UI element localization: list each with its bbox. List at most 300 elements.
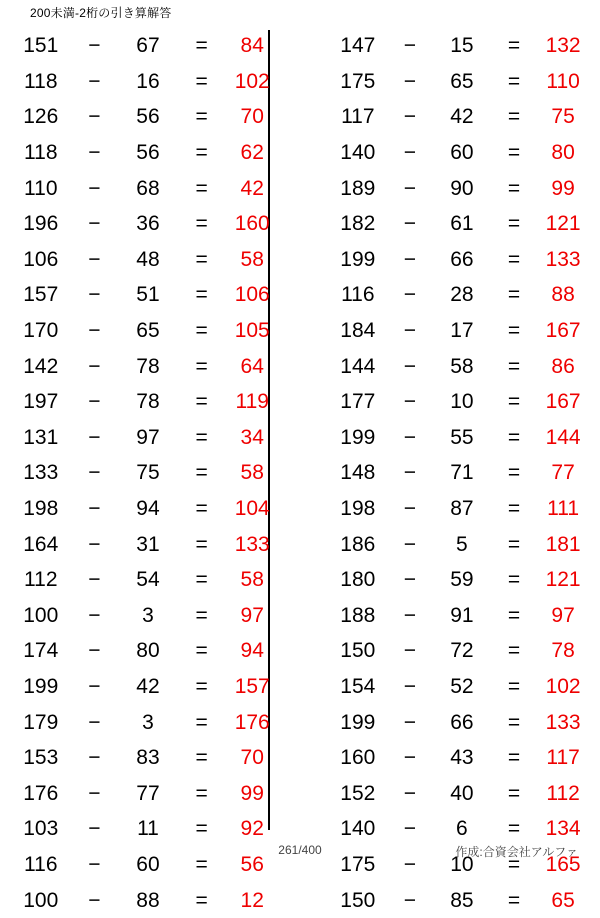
answer-value: 157 xyxy=(234,674,270,698)
equals-sign-icon: = xyxy=(507,461,521,485)
problem-row xyxy=(326,348,592,384)
answer-value: 34 xyxy=(240,425,264,449)
equals-sign-icon: = xyxy=(195,390,208,414)
operand-minuend: 100 xyxy=(23,888,59,912)
operand-subtrahend: 36 xyxy=(136,212,160,236)
problem-row xyxy=(326,704,592,740)
minus-sign-icon: − xyxy=(403,817,416,841)
equals-sign-icon: = xyxy=(507,176,521,200)
operand-subtrahend: 3 xyxy=(142,710,154,734)
equals-sign-icon: = xyxy=(195,69,208,93)
operand-minuend: 196 xyxy=(23,212,59,236)
answer-value: 56 xyxy=(240,852,264,876)
operand-subtrahend: 54 xyxy=(136,568,160,592)
minus-sign-icon: − xyxy=(88,710,101,734)
minus-sign-icon: − xyxy=(88,283,101,307)
minus-sign-icon: − xyxy=(88,817,101,841)
operand-subtrahend: 90 xyxy=(450,176,474,200)
equals-sign-icon: = xyxy=(195,852,208,876)
minus-sign-icon: − xyxy=(88,390,101,414)
equals-sign-icon: = xyxy=(507,390,521,414)
equals-sign-icon: = xyxy=(195,781,208,805)
operand-subtrahend: 48 xyxy=(136,247,160,271)
operand-subtrahend: 43 xyxy=(450,746,474,770)
operand-subtrahend: 31 xyxy=(136,532,160,556)
problem-row xyxy=(326,882,592,918)
equals-sign-icon: = xyxy=(507,746,521,770)
equals-sign-icon: = xyxy=(507,283,521,307)
minus-sign-icon: − xyxy=(88,461,101,485)
answer-value: 70 xyxy=(240,746,264,770)
minus-sign-icon: − xyxy=(88,497,101,521)
minus-sign-icon: − xyxy=(403,532,416,556)
problem-row xyxy=(8,811,282,847)
problem-row xyxy=(326,491,592,527)
operand-subtrahend: 66 xyxy=(450,247,474,271)
operand-minuend: 198 xyxy=(340,497,376,521)
problem-row xyxy=(326,598,592,634)
minus-sign-icon: − xyxy=(403,283,416,307)
equals-sign-icon: = xyxy=(195,497,208,521)
equals-sign-icon: = xyxy=(507,817,521,841)
answer-value: 58 xyxy=(240,461,264,485)
equals-sign-icon: = xyxy=(195,105,208,129)
operand-subtrahend: 88 xyxy=(136,888,160,912)
equals-sign-icon: = xyxy=(507,354,521,378)
operand-subtrahend: 72 xyxy=(450,639,474,663)
equals-sign-icon: = xyxy=(195,176,208,200)
answer-value: 176 xyxy=(234,710,270,734)
problem-row xyxy=(8,277,282,313)
operand-minuend: 197 xyxy=(23,390,59,414)
operand-subtrahend: 67 xyxy=(136,34,160,58)
problem-row xyxy=(326,633,592,669)
answer-value: 102 xyxy=(545,674,581,698)
operand-subtrahend: 71 xyxy=(450,461,474,485)
problem-row xyxy=(326,811,592,847)
operand-minuend: 131 xyxy=(23,425,59,449)
operand-minuend: 199 xyxy=(340,425,376,449)
equals-sign-icon: = xyxy=(507,852,521,876)
equals-sign-icon: = xyxy=(195,425,208,449)
equals-sign-icon: = xyxy=(507,888,521,912)
minus-sign-icon: − xyxy=(403,34,416,58)
answer-value: 112 xyxy=(546,781,580,805)
equals-sign-icon: = xyxy=(195,568,208,592)
operand-minuend: 174 xyxy=(23,639,59,663)
operand-subtrahend: 55 xyxy=(450,425,474,449)
equals-sign-icon: = xyxy=(195,247,208,271)
minus-sign-icon: − xyxy=(88,888,101,912)
equals-sign-icon: = xyxy=(195,532,208,556)
problem-row xyxy=(8,64,282,100)
problem-row xyxy=(326,277,592,313)
answer-value: 102 xyxy=(234,69,270,93)
equals-sign-icon: = xyxy=(195,354,208,378)
problem-row xyxy=(326,135,592,171)
operand-subtrahend: 42 xyxy=(136,674,160,698)
equals-sign-icon: = xyxy=(195,674,208,698)
answer-value: 92 xyxy=(240,817,264,841)
answer-value: 97 xyxy=(240,603,264,627)
answer-value: 121 xyxy=(545,212,581,236)
operand-minuend: 144 xyxy=(340,354,376,378)
minus-sign-icon: − xyxy=(403,568,416,592)
operand-minuend: 116 xyxy=(341,283,375,307)
operand-subtrahend: 78 xyxy=(136,354,160,378)
minus-sign-icon: − xyxy=(88,639,101,663)
answer-value: 88 xyxy=(551,283,575,307)
operand-minuend: 182 xyxy=(340,212,376,236)
operand-subtrahend: 65 xyxy=(136,319,160,343)
problem-row xyxy=(326,740,592,776)
problem-row xyxy=(8,28,282,64)
minus-sign-icon: − xyxy=(88,34,101,58)
problem-row xyxy=(8,99,282,135)
equals-sign-icon: = xyxy=(507,639,521,663)
problem-row xyxy=(8,206,282,242)
operand-minuend: 150 xyxy=(340,639,376,663)
minus-sign-icon: − xyxy=(403,852,416,876)
problem-row xyxy=(8,170,282,206)
answer-value: 106 xyxy=(234,283,270,307)
minus-sign-icon: − xyxy=(403,425,416,449)
minus-sign-icon: − xyxy=(88,69,101,93)
operand-subtrahend: 87 xyxy=(450,497,474,521)
problem-row xyxy=(8,420,282,456)
operand-minuend: 150 xyxy=(340,888,376,912)
equals-sign-icon: = xyxy=(507,532,521,556)
operand-minuend: 151 xyxy=(23,34,59,58)
answer-value: 70 xyxy=(240,105,264,129)
operand-minuend: 199 xyxy=(340,710,376,734)
operand-minuend: 157 xyxy=(23,283,59,307)
minus-sign-icon: − xyxy=(403,781,416,805)
answer-value: 58 xyxy=(240,247,264,271)
answer-value: 121 xyxy=(545,568,581,592)
operand-minuend: 180 xyxy=(340,568,376,592)
equals-sign-icon: = xyxy=(195,461,208,485)
problem-row xyxy=(8,669,282,705)
operand-subtrahend: 77 xyxy=(136,781,160,805)
operand-minuend: 140 xyxy=(340,817,376,841)
left-column xyxy=(0,28,300,918)
equals-sign-icon: = xyxy=(507,105,521,129)
operand-subtrahend: 6 xyxy=(456,817,468,841)
minus-sign-icon: − xyxy=(403,105,416,129)
minus-sign-icon: − xyxy=(88,852,101,876)
minus-sign-icon: − xyxy=(88,105,101,129)
problem-row xyxy=(8,633,282,669)
operand-minuend: 199 xyxy=(340,247,376,271)
answer-value: 77 xyxy=(551,461,575,485)
equals-sign-icon: = xyxy=(507,674,521,698)
problem-row xyxy=(326,99,592,135)
operand-subtrahend: 42 xyxy=(450,105,474,129)
minus-sign-icon: − xyxy=(403,69,416,93)
operand-minuend: 177 xyxy=(340,390,376,414)
minus-sign-icon: − xyxy=(88,141,101,165)
operand-subtrahend: 94 xyxy=(136,497,160,521)
operand-subtrahend: 65 xyxy=(450,69,474,93)
operand-minuend: 133 xyxy=(23,461,59,485)
answer-value: 111 xyxy=(547,497,580,521)
problem-row xyxy=(8,455,282,491)
problem-row xyxy=(326,420,592,456)
minus-sign-icon: − xyxy=(403,461,416,485)
minus-sign-icon: − xyxy=(403,390,416,414)
operand-minuend: 176 xyxy=(23,781,59,805)
equals-sign-icon: = xyxy=(507,212,521,236)
minus-sign-icon: − xyxy=(88,746,101,770)
operand-minuend: 154 xyxy=(340,674,376,698)
page-number: 261/400 xyxy=(278,843,322,857)
problem-row xyxy=(8,526,282,562)
problem-row xyxy=(326,526,592,562)
operand-minuend: 112 xyxy=(24,568,58,592)
equals-sign-icon: = xyxy=(507,247,521,271)
equals-sign-icon: = xyxy=(195,817,208,841)
problem-row xyxy=(326,313,592,349)
operand-minuend: 186 xyxy=(340,532,376,556)
operand-subtrahend: 15 xyxy=(450,34,474,58)
minus-sign-icon: − xyxy=(88,781,101,805)
equals-sign-icon: = xyxy=(195,710,208,734)
answer-value: 97 xyxy=(551,603,575,627)
minus-sign-icon: − xyxy=(403,639,416,663)
operand-minuend: 118 xyxy=(24,141,58,165)
answer-value: 86 xyxy=(551,354,575,378)
answer-value: 167 xyxy=(545,319,581,343)
equals-sign-icon: = xyxy=(195,141,208,165)
minus-sign-icon: − xyxy=(403,497,416,521)
problem-row xyxy=(326,562,592,598)
equals-sign-icon: = xyxy=(195,888,208,912)
operand-subtrahend: 56 xyxy=(136,105,160,129)
operand-minuend: 199 xyxy=(23,674,59,698)
operand-minuend: 103 xyxy=(23,817,59,841)
equals-sign-icon: = xyxy=(195,319,208,343)
operand-subtrahend: 10 xyxy=(450,852,474,876)
minus-sign-icon: − xyxy=(403,888,416,912)
operand-minuend: 142 xyxy=(23,354,59,378)
equals-sign-icon: = xyxy=(195,639,208,663)
problem-row xyxy=(8,135,282,171)
operand-subtrahend: 61 xyxy=(450,212,474,236)
minus-sign-icon: − xyxy=(403,176,416,200)
operand-subtrahend: 5 xyxy=(456,532,468,556)
operand-subtrahend: 56 xyxy=(136,141,160,165)
operand-subtrahend: 58 xyxy=(450,354,474,378)
equals-sign-icon: = xyxy=(507,425,521,449)
operand-subtrahend: 59 xyxy=(450,568,474,592)
problem-row xyxy=(8,491,282,527)
operand-minuend: 140 xyxy=(340,141,376,165)
equals-sign-icon: = xyxy=(195,283,208,307)
operand-subtrahend: 16 xyxy=(136,69,160,93)
answer-value: 160 xyxy=(234,212,270,236)
minus-sign-icon: − xyxy=(88,319,101,343)
answer-value: 104 xyxy=(234,497,270,521)
operand-minuend: 188 xyxy=(340,603,376,627)
problem-row xyxy=(8,242,282,278)
problem-row xyxy=(8,740,282,776)
problem-row xyxy=(326,206,592,242)
operand-subtrahend: 11 xyxy=(137,817,159,841)
answer-value: 133 xyxy=(234,532,270,556)
answer-value: 165 xyxy=(545,852,581,876)
minus-sign-icon: − xyxy=(403,212,416,236)
operand-subtrahend: 28 xyxy=(450,283,474,307)
answer-value: 12 xyxy=(240,888,264,912)
operand-minuend: 147 xyxy=(340,34,376,58)
equals-sign-icon: = xyxy=(507,34,521,58)
minus-sign-icon: − xyxy=(88,532,101,556)
operand-subtrahend: 10 xyxy=(450,390,474,414)
problem-row xyxy=(8,704,282,740)
answer-value: 110 xyxy=(546,69,580,93)
equals-sign-icon: = xyxy=(507,710,521,734)
operand-subtrahend: 52 xyxy=(450,674,474,698)
answer-value: 99 xyxy=(240,781,264,805)
problem-row xyxy=(326,242,592,278)
problem-row xyxy=(8,562,282,598)
operand-minuend: 175 xyxy=(340,852,376,876)
minus-sign-icon: − xyxy=(403,710,416,734)
answer-value: 94 xyxy=(240,639,264,663)
answer-value: 65 xyxy=(551,888,575,912)
answer-value: 99 xyxy=(551,176,575,200)
equals-sign-icon: = xyxy=(195,212,208,236)
operand-subtrahend: 60 xyxy=(450,141,474,165)
problem-row xyxy=(8,313,282,349)
problem-row xyxy=(326,455,592,491)
equals-sign-icon: = xyxy=(195,34,208,58)
operand-minuend: 126 xyxy=(23,105,59,129)
operand-subtrahend: 78 xyxy=(136,390,160,414)
operand-subtrahend: 85 xyxy=(450,888,474,912)
operand-minuend: 117 xyxy=(341,105,375,129)
operand-subtrahend: 60 xyxy=(136,852,160,876)
operand-minuend: 160 xyxy=(340,746,376,770)
page-footer xyxy=(0,843,600,861)
operand-subtrahend: 83 xyxy=(136,746,160,770)
answer-value: 117 xyxy=(546,746,580,770)
answer-value: 84 xyxy=(240,34,264,58)
operand-subtrahend: 3 xyxy=(142,603,154,627)
answer-value: 167 xyxy=(545,390,581,414)
problem-row xyxy=(8,348,282,384)
equals-sign-icon: = xyxy=(507,568,521,592)
problem-row xyxy=(8,775,282,811)
minus-sign-icon: − xyxy=(88,247,101,271)
operand-minuend: 100 xyxy=(23,603,59,627)
operand-subtrahend: 40 xyxy=(450,781,474,805)
minus-sign-icon: − xyxy=(88,425,101,449)
credit-text: 作成:合資会社アルファ xyxy=(455,845,578,859)
problem-row xyxy=(326,64,592,100)
minus-sign-icon: − xyxy=(88,674,101,698)
minus-sign-icon: − xyxy=(88,212,101,236)
operand-minuend: 179 xyxy=(23,710,59,734)
operand-subtrahend: 75 xyxy=(136,461,160,485)
operand-minuend: 152 xyxy=(340,781,376,805)
answer-value: 134 xyxy=(545,817,581,841)
answer-value: 78 xyxy=(551,639,575,663)
answer-value: 105 xyxy=(234,319,270,343)
operand-minuend: 184 xyxy=(340,319,376,343)
minus-sign-icon: − xyxy=(403,354,416,378)
answer-value: 58 xyxy=(240,568,264,592)
minus-sign-icon: − xyxy=(403,141,416,165)
problem-row xyxy=(326,28,592,64)
minus-sign-icon: − xyxy=(88,568,101,592)
answer-value: 133 xyxy=(545,247,581,271)
minus-sign-icon: − xyxy=(88,354,101,378)
operand-subtrahend: 51 xyxy=(136,283,160,307)
operand-minuend: 148 xyxy=(340,461,376,485)
minus-sign-icon: − xyxy=(403,674,416,698)
equals-sign-icon: = xyxy=(507,497,521,521)
operand-minuend: 189 xyxy=(340,176,376,200)
minus-sign-icon: − xyxy=(88,603,101,627)
equals-sign-icon: = xyxy=(195,746,208,770)
equals-sign-icon: = xyxy=(507,319,521,343)
page-title: 200未満-2桁の引き算解答 xyxy=(30,6,172,20)
problem-row xyxy=(326,775,592,811)
minus-sign-icon: − xyxy=(403,746,416,770)
answer-value: 75 xyxy=(551,105,575,129)
problem-row xyxy=(326,170,592,206)
problem-row xyxy=(8,598,282,634)
equals-sign-icon: = xyxy=(507,69,521,93)
problem-row xyxy=(326,384,592,420)
answer-value: 133 xyxy=(545,710,581,734)
operand-minuend: 106 xyxy=(23,247,59,271)
answer-value: 119 xyxy=(235,390,269,414)
operand-subtrahend: 91 xyxy=(450,603,474,627)
operand-minuend: 170 xyxy=(23,319,59,343)
equals-sign-icon: = xyxy=(507,603,521,627)
answer-value: 80 xyxy=(551,141,575,165)
minus-sign-icon: − xyxy=(403,319,416,343)
problem-row xyxy=(326,669,592,705)
problem-columns xyxy=(0,28,600,918)
minus-sign-icon: − xyxy=(88,176,101,200)
operand-subtrahend: 17 xyxy=(450,319,474,343)
answer-value: 132 xyxy=(545,34,581,58)
operand-minuend: 175 xyxy=(340,69,376,93)
operand-subtrahend: 97 xyxy=(136,425,160,449)
answer-value: 62 xyxy=(240,141,264,165)
operand-minuend: 164 xyxy=(23,532,59,556)
operand-minuend: 198 xyxy=(23,497,59,521)
answer-value: 144 xyxy=(545,425,581,449)
right-column xyxy=(300,28,600,918)
operand-minuend: 118 xyxy=(24,69,58,93)
answer-value: 181 xyxy=(545,532,581,556)
equals-sign-icon: = xyxy=(195,603,208,627)
operand-subtrahend: 68 xyxy=(136,176,160,200)
answer-value: 42 xyxy=(240,176,264,200)
operand-minuend: 110 xyxy=(24,176,58,200)
operand-minuend: 153 xyxy=(23,746,59,770)
operand-subtrahend: 66 xyxy=(450,710,474,734)
problem-row xyxy=(8,882,282,918)
minus-sign-icon: − xyxy=(403,247,416,271)
operand-minuend: 116 xyxy=(24,852,58,876)
equals-sign-icon: = xyxy=(507,781,521,805)
